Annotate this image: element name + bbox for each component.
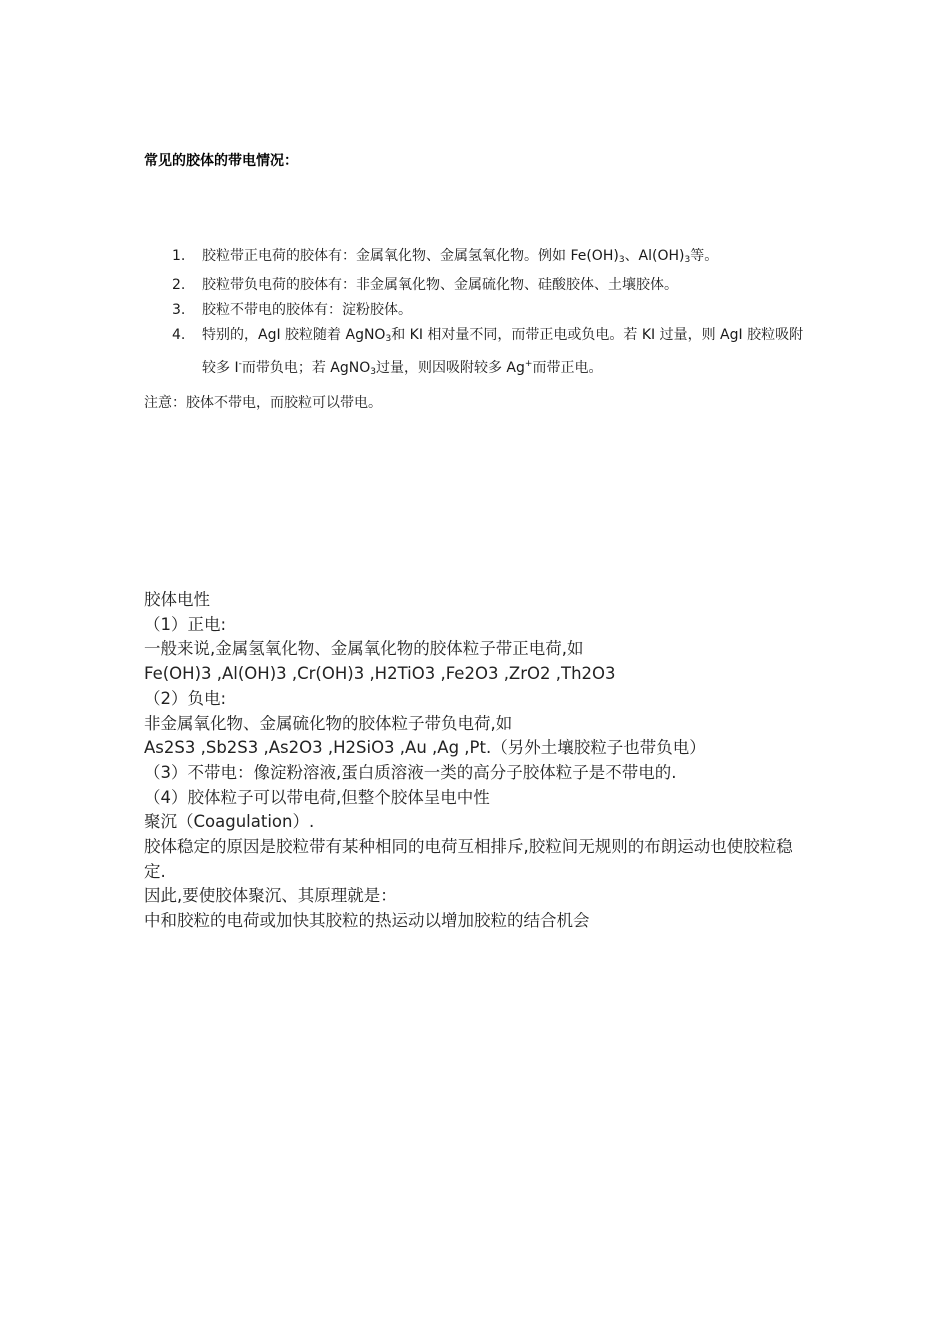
list-number: 4. bbox=[172, 327, 186, 343]
text-line: 非金属氧化物、金属硫化物的胶体粒子带负电荷,如 bbox=[144, 713, 513, 733]
section-title: 胶体电性 bbox=[144, 590, 210, 609]
text-line: 一般来说,金属氢氧化物、金属氧化物的胶体粒子带正电荷,如 bbox=[144, 639, 584, 659]
text-line: （2）负电: bbox=[144, 688, 227, 708]
charge-list bbox=[144, 244, 804, 385]
colloid-charge-section bbox=[144, 588, 809, 934]
list-number: 1. bbox=[172, 248, 186, 264]
text-line: 中和胶粒的电荷或加快其胶粒的热运动以增加胶粒的结合机会 bbox=[144, 911, 590, 931]
list-text: 特别的，AgI 胶粒随着 AgNO$_3$和 KI 相对量不同，而带正电或负电。若 KI 过量，则 AgI 胶粒吸附较多 I-而带负电；若 AgNO$_3$过量，则因吸附较多 Ag+而带正电。 bbox=[202, 327, 804, 377]
text-line: 聚沉（Coagulation）. bbox=[144, 812, 315, 832]
text-line: As2S3 ,Sb2S3 ,As2O3 ,H2SiO3 ,Au ,Ag ,Pt.（另外土壤胶粒子也带负电） bbox=[144, 738, 706, 758]
text-line: 因此,要使胶体聚沉、其原理就是： bbox=[144, 886, 397, 906]
text-line: （1）正电: bbox=[144, 614, 227, 634]
list-item bbox=[144, 244, 804, 273]
section-heading: 常见的胶体的带电情况： bbox=[144, 153, 298, 169]
text-line: 胶体稳定的原因是胶粒带有某种相同的电荷互相排斥,胶粒间无规则的布朗运动也使胶粒稳定. bbox=[144, 837, 793, 881]
text-line: （3）不带电：像淀粉溶液,蛋白质溶液一类的高分子胶体粒子是不带电的. bbox=[144, 762, 677, 782]
list-item bbox=[144, 298, 804, 323]
text-line: （4）胶体粒子可以带电荷,但整个胶体呈电中性 bbox=[144, 787, 490, 807]
list-number: 3. bbox=[172, 302, 186, 318]
list-item bbox=[144, 273, 804, 298]
text-line: Fe(OH)3 ,Al(OH)3 ,Cr(OH)3 ,H2TiO3 ,Fe2O3 ,ZrO2 ,Th2O3 bbox=[144, 664, 616, 684]
list-text: 胶粒带正电荷的胶体有：金属氧化物、金属氢氧化物。例如 $Fe(OH)_3$、$Al(OH)_3$等。 bbox=[202, 248, 719, 265]
note-text: 注意：胶体不带电，而胶粒可以带电。 bbox=[144, 395, 382, 411]
list-number: 2. bbox=[172, 277, 186, 293]
list-text: 胶粒带负电荷的胶体有：非金属氧化物、金属硫化物、硅酸胶体、土壤胶体。 bbox=[202, 277, 678, 293]
list-text: 胶粒不带电的胶体有：淀粉胶体。 bbox=[202, 302, 412, 318]
list-item bbox=[144, 323, 804, 385]
